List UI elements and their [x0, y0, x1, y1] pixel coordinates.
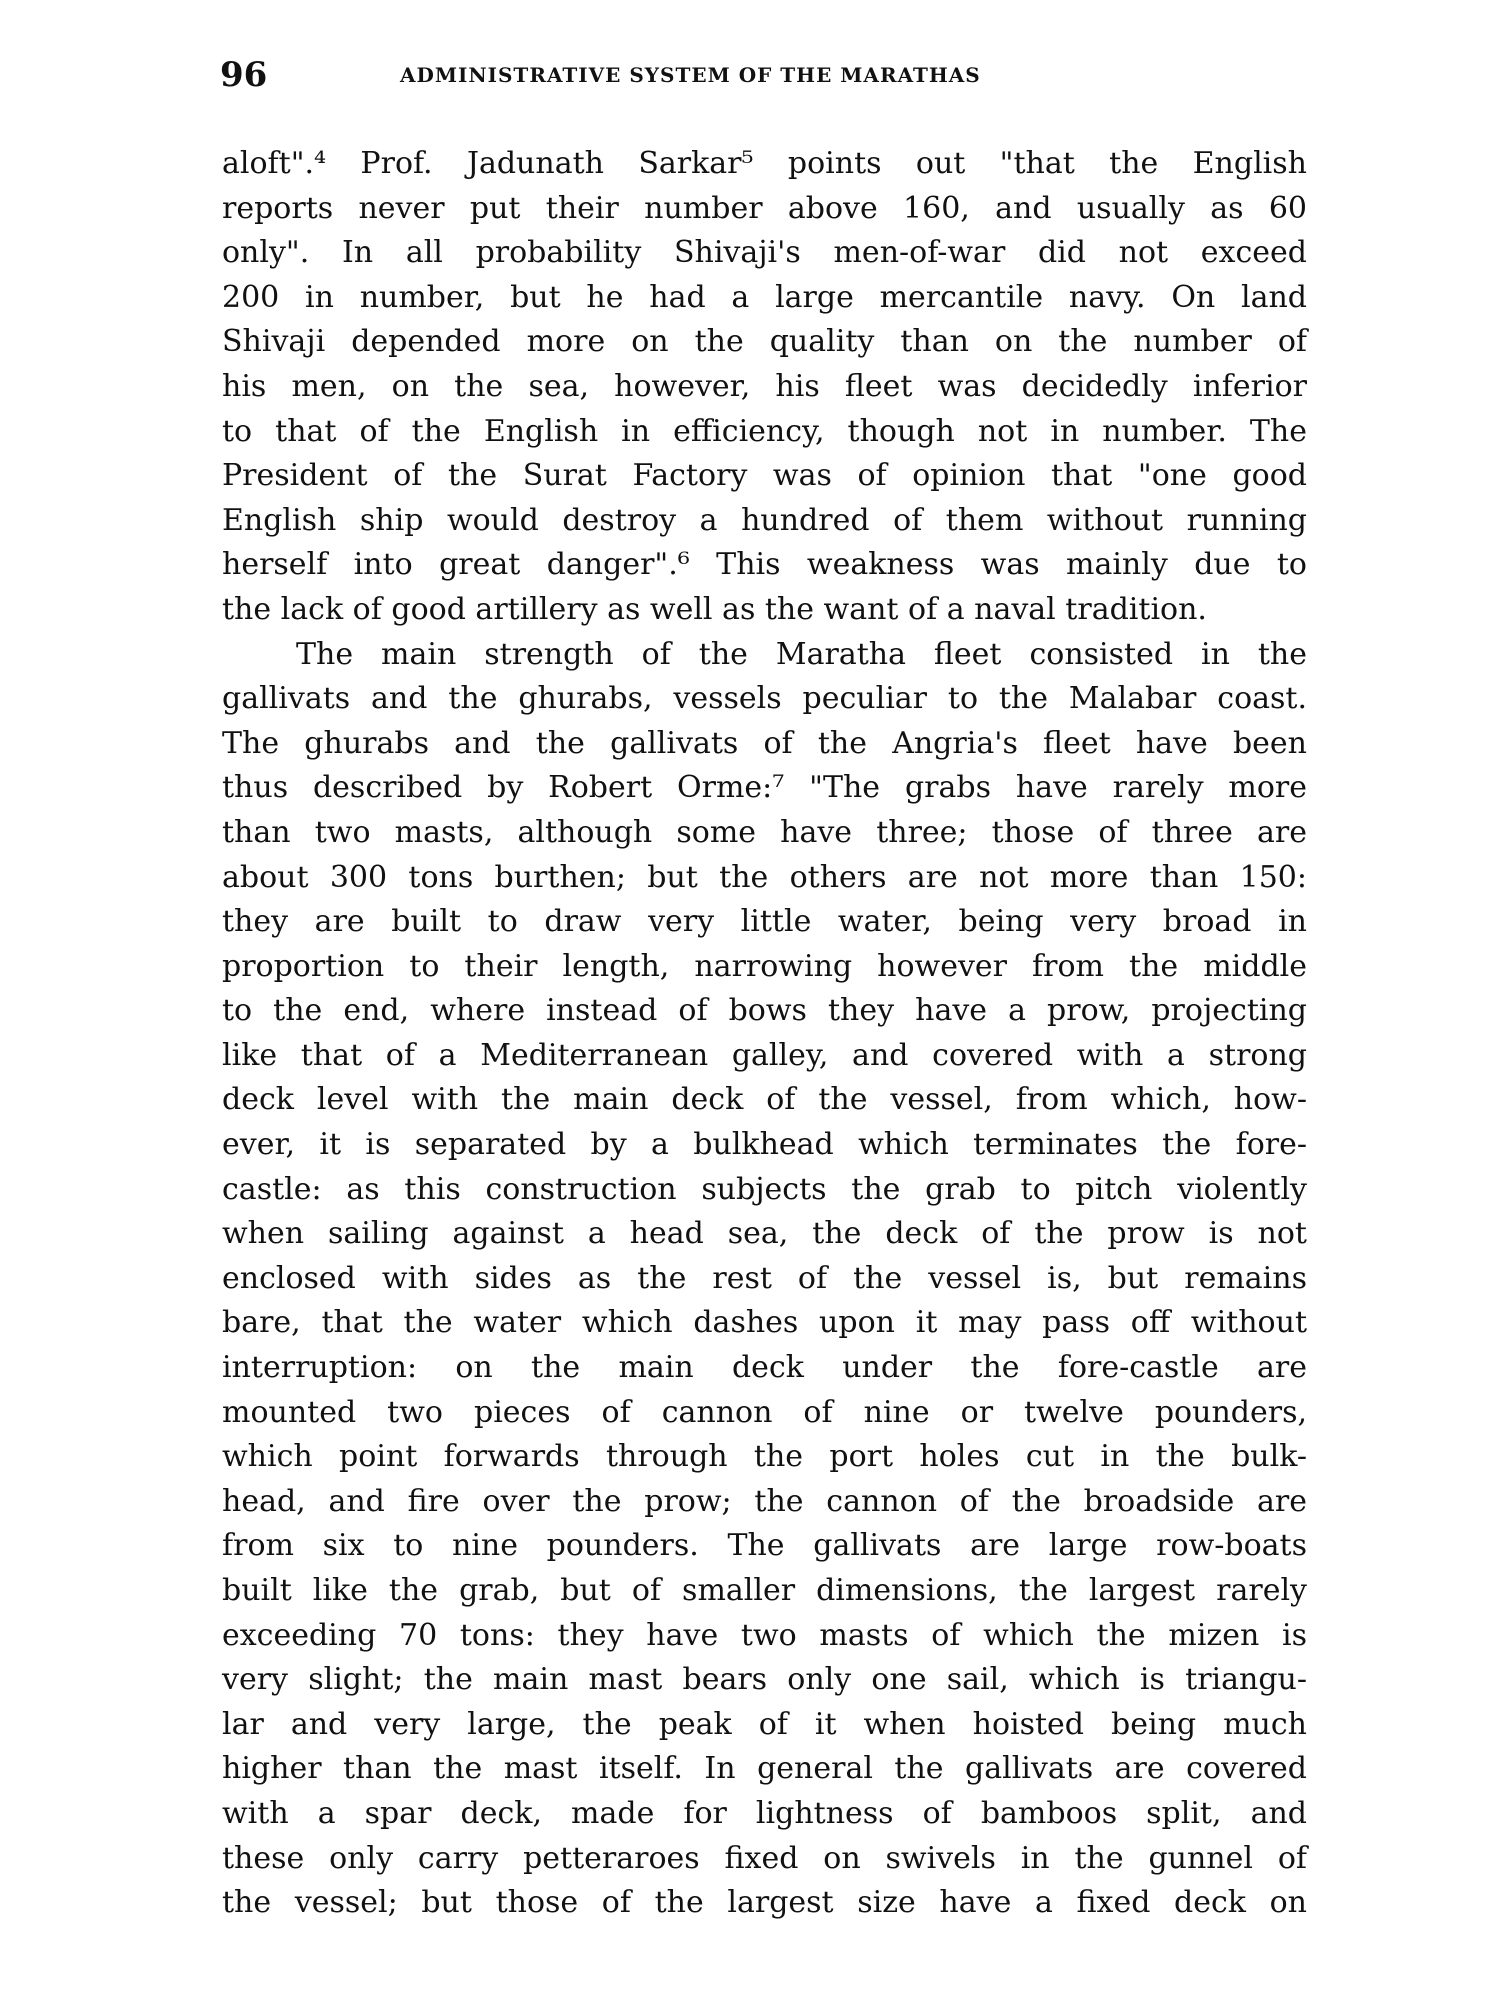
text-line: English ship would destroy a hundred of them without running: [222, 502, 1307, 538]
text-line: only". In all probability Shivaji's men-of-war did not exceed: [222, 235, 1307, 271]
text-line: interruption: on the main deck under the fore-castle are: [222, 1350, 1307, 1386]
text-line: from six to nine pounders. The gallivats are large row-boats: [222, 1528, 1307, 1564]
text-line: deck level with the main deck of the vessel, from which, how-: [222, 1082, 1307, 1118]
text-line: the vessel; but those of the largest size have a fixed deck on: [222, 1885, 1307, 1921]
text-line: castle: as this construction subjects the grab to pitch violently: [222, 1171, 1307, 1207]
text-line: President of the Surat Factory was of opinion that "one good: [222, 458, 1307, 494]
text-line: when sailing against a head sea, the deck of the prow is not: [222, 1216, 1307, 1252]
text-line: aloft".⁴ Prof. Jadunath Sarkar⁵ points out "that the English: [222, 146, 1307, 181]
text-line: his men, on the sea, however, his fleet was decidedly inferior: [222, 368, 1307, 404]
text-line: reports never put their number above 160, and usually as 60: [222, 190, 1307, 226]
text-line: to that of the English in efficiency, though not in number. The: [222, 413, 1307, 449]
text-line: very slight; the main mast bears only one sail, which is triangu-: [222, 1662, 1307, 1698]
text-line: exceeding 70 tons: they have two masts of which the mizen is: [222, 1617, 1307, 1653]
text-line: 200 in number, but he had a large mercantile navy. On land: [222, 279, 1307, 315]
text-line: than two masts, although some have three; those of three are: [222, 814, 1307, 850]
text-line: which point forwards through the port holes cut in the bulk-: [222, 1439, 1307, 1475]
text-line: head, and fire over the prow; the cannon of the broadside are: [222, 1483, 1307, 1519]
text-line: with a spar deck, made for lightness of bamboos split, and: [222, 1795, 1307, 1831]
text-line: mounted two pieces of cannon of nine or twelve pounders,: [222, 1394, 1307, 1430]
text-line: higher than the mast itself. In general the gallivats are covered: [222, 1751, 1307, 1787]
text-line: gallivats and the ghurabs, vessels peculiar to the Malabar coast.: [222, 681, 1307, 717]
text-line: herself into great danger".⁶ This weakness was mainly due to: [222, 547, 1307, 583]
text-line: to the end, where instead of bows they have a prow, projecting: [222, 993, 1307, 1029]
page-header: [220, 55, 1300, 95]
text-line: built like the grab, but of smaller dimensions, the largest rarely: [222, 1573, 1307, 1608]
text-line: ever, it is separated by a bulkhead which terminates the fore-: [222, 1127, 1307, 1163]
text-line: The ghurabs and the gallivats of the Angria's fleet have been: [222, 725, 1307, 761]
running-head: ADMINISTRATIVE SYSTEM OF THE MARATHAS: [400, 63, 981, 87]
text-line: these only carry petteraroes fixed on swivels in the gunnel of: [222, 1840, 1307, 1876]
text-line: about 300 tons burthen; but the others are not more than 150:: [222, 859, 1307, 895]
text-line: they are built to draw very little water, being very broad in: [222, 904, 1307, 940]
text-line: the lack of good artillery as well as the want of a naval tradition.: [222, 591, 1207, 627]
text-line: like that of a Mediterranean galley, and covered with a strong: [222, 1037, 1307, 1073]
text-line: bare, that the water which dashes upon it may pass off without: [222, 1305, 1307, 1341]
text-line: The main strength of the Maratha fleet consisted in the: [296, 636, 1307, 672]
page-number: 96: [220, 55, 268, 95]
text-line: enclosed with sides as the rest of the vessel is, but remains: [222, 1260, 1307, 1296]
text-line: thus described by Robert Orme:⁷ "The grabs have rarely more: [222, 770, 1307, 806]
text-line: Shivaji depended more on the quality than on the number of: [222, 324, 1307, 360]
body-text: [222, 142, 1307, 1926]
text-line: lar and very large, the peak of it when hoisted being much: [222, 1706, 1307, 1742]
text-line: proportion to their length, narrowing however from the middle: [222, 948, 1307, 984]
